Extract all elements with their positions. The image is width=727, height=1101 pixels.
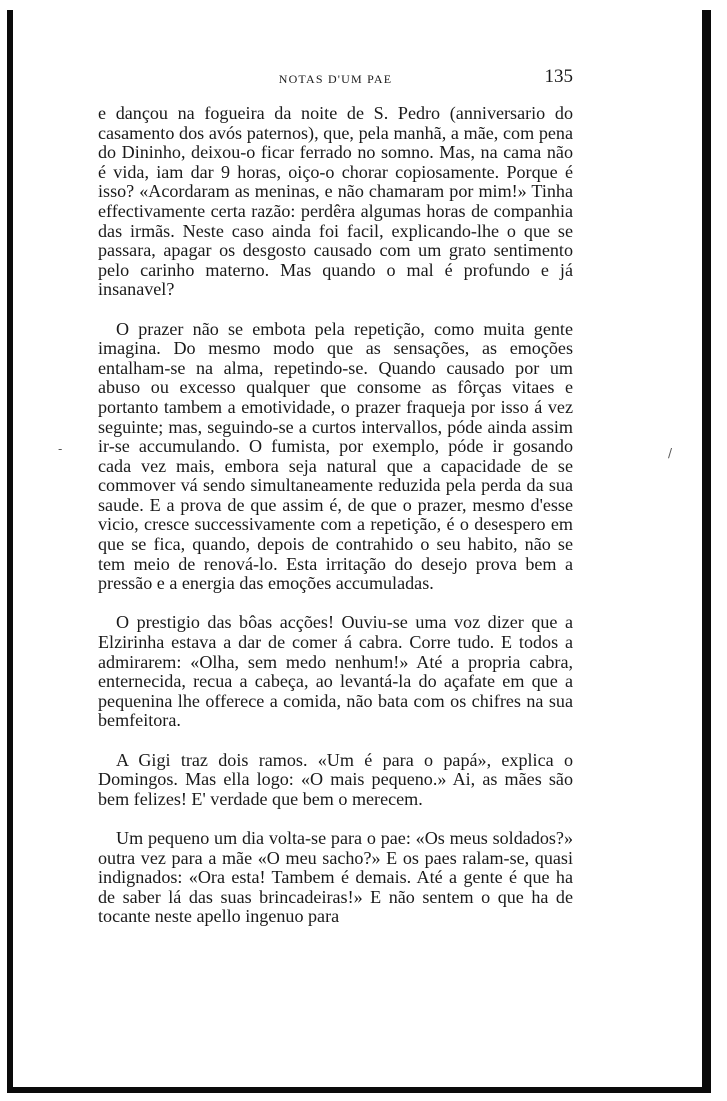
paragraph-5: Um pequeno um dia volta-se para o pae: «Os meus soldados?» outra vez para a mãe «O meu sacho?» E os paes ralam-se, quasi indignados: «Ora esta! Tambem é demais. Até a gente é que ha de saber lá das suas brincadeiras!» E não sentem o que ha de tocante neste apello ingenuo para	[98, 827, 573, 927]
book-page	[98, 64, 573, 927]
paragraph-2: O prazer não se embota pela repetição, como muita gente imagina. Do mesmo modo que as sensações, as emoções entalham-se na alma, repetindo-se. Quando causado por um abuso ou excesso qualquer que consome as fôrças vitaes e portanto tambem a emotividade, o prazer fraqueja por isso á vez seguinte; mas, seguindo-se a curtos intervallos, póde ainda assim ir-se accumulando. O fumista, por exemplo, póde ir gosando cada vez mais, embora seja natural que a capacidade de se commover vá sendo simultaneamente reduzida pela perda da sua saude. E a prova de que assim é, de que o prazer, mesmo d'esse vicio, cresce successivamente com a repetição, é o desespero em que se fica, quando, depois de contrahido o seu habito, não se tem meio de renová-lo. Esta irritação do desejo prova bem a pressão e a energia das emoções accumuladas.	[98, 318, 573, 594]
left-margin-mark: -	[58, 442, 63, 456]
paragraph-4: A Gigi traz dois ramos. «Um é para o papá», explica o Domingos. Mas ella logo: «O mais pequeno.» Ai, as mães são bem felizes! E' verdade que bem o merecem.	[98, 749, 573, 809]
paragraph-1: e dançou na fogueira da noite de S. Pedro (anniversario do casamento dos avós paternos), que, pela manhã, a mãe, com pena do Dininho, deixou-o ficar ferrado no somno. Mas, na cama não é vida, iam dar 9 horas, oiço-o chorar copiosamente. Porque é isso? «Acordaram as meninas, e não chamaram por mim!» Tinha effectivamente certa razão: perdêra algumas horas de companhia das irmãs. Neste caso ainda foi facil, explicando-lhe o que se passara, apagar os desgosto causado com um grato sentimento pelo carinho materno. Mas quando o mal é profundo e já insanavel?	[98, 103, 573, 300]
paragraph-3: O prestigio das bôas acções! Ouviu-se uma voz dizer que a Elzirinha estava a dar de comer á cabra. Corre tudo. E todos a admirarem: «Olha, sem medo nenhum!» Até a propria cabra, enternecida, recua a cabeça, ao levantá-la do açafate em que a pequenina lhe offerece a comida, não bata com os chifres na sua bemfeitora.	[98, 612, 573, 731]
running-head: NOTAS D'UM PAE	[278, 72, 393, 86]
page-number: 135	[544, 66, 573, 87]
page-header	[98, 64, 573, 90]
right-margin-mark: /	[668, 446, 673, 460]
